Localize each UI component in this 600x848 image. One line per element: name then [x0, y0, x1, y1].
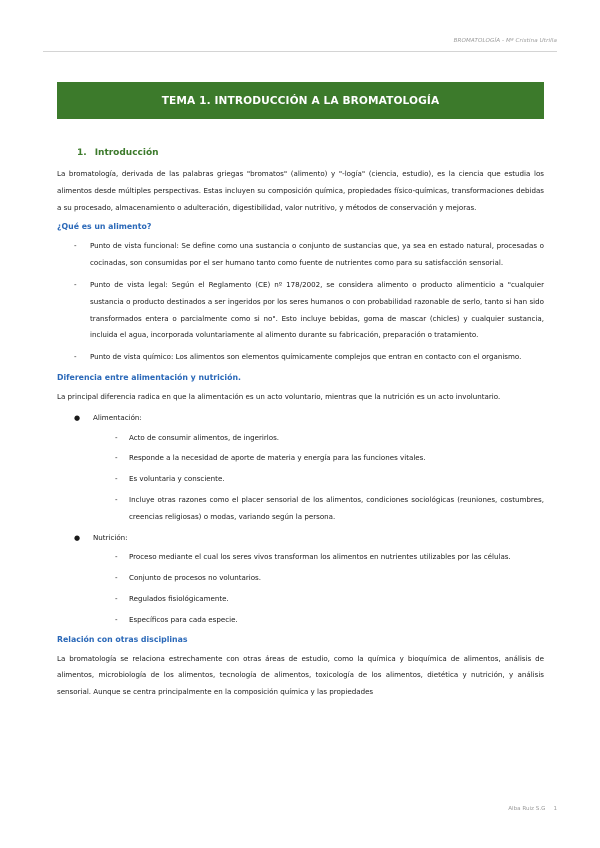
running-header: BROMATOLOGÍA - Mª Cristina Utrilla: [453, 38, 557, 44]
bullet-dot-icon: ●: [74, 533, 81, 542]
bullet-label: Nutrición:: [93, 532, 128, 542]
list-item-text: Punto de vista funcional: Se define como una sustancia o conjunto de sustancias que, ya sea en estado natural, procesadas o cocinadas, son consumidas por el ser humano tanto como fuente de nutrientes como para su satisfacción sensorial.: [90, 241, 544, 268]
document-body: [57, 146, 544, 705]
section-title: Introducción: [94, 148, 159, 158]
list-item: - Responde a la necesidad de aporte de materia y energía para las funciones vitales.: [115, 453, 426, 463]
bullet-nutricion: [57, 530, 544, 629]
footer-author: Alba Ruiz S.G: [508, 806, 546, 812]
section-number: 1.: [77, 148, 87, 158]
list-item: - Proceso mediante el cual los seres vivos transforman los alimentos en nutrientes utilizables por las células.: [115, 552, 511, 562]
header-rule: [43, 51, 557, 52]
section-heading: [77, 146, 544, 160]
subheading-alimento: ¿Qué es un alimento?: [57, 222, 152, 232]
list-item: - Incluye otras razones como el placer sensorial de los alimentos, condiciones sociológicas (reuniones, costumbres, creencias religiosas) o modas, variando según la persona.: [115, 494, 544, 521]
list-item: - Acto de consumir alimentos, de ingerirlos.: [115, 432, 280, 442]
page-footer: [508, 806, 557, 812]
bullet-alimentacion: [57, 410, 544, 526]
subheading-relacion: Relación con otras disciplinas: [57, 634, 188, 644]
list-item-text: Punto de vista químico: Los alimentos son elementos químicamente complejos que entran en contacto con el organismo.: [90, 352, 522, 362]
list-item: - Es voluntaria y consciente.: [115, 474, 225, 484]
list-item-text: Específicos para cada especie.: [129, 614, 238, 624]
list-item-text: Incluye otras razones como el placer sensorial de los alimentos, condiciones sociológicas (reuniones, costumbres, creencias religiosas) o modas, variando según la persona.: [129, 494, 544, 521]
diferencia-paragraph: La principal diferencia radica en que la alimentación es un acto voluntario, mientras que la nutrición es un acto involuntario.: [57, 391, 501, 401]
list-item-text: Es voluntaria y consciente.: [129, 474, 225, 484]
list-item: - Específicos para cada especie.: [115, 614, 238, 624]
intro-paragraph: La bromatología, derivada de las palabras griegas "bromatos" (alimento) y "-logía" (ciencia, estudio), es la ciencia que estudia los alimentos desde múltiples perspectivas. Estas incluyen su composición química, propiedades físico-químicas, transformaciones debidas a su procesado, almacenamiento o adulteración, digestibilidad, valor nutritivo, y métodos de conservación y mejoras.: [57, 169, 544, 212]
title-banner: [57, 82, 544, 119]
list-item-text: Regulados fisiológicamente.: [129, 593, 229, 603]
list-item: - Punto de vista legal: Según el Reglamento (CE) nº 178/2002, se considera alimento o producto alimenticio a "cualquier sustancia o producto destinados a ser ingeridos por los seres humanos o con probabilidad razonable de serlo, tanto si han sido transformados entera o parcialmente como si no". Esto incluye bebidas, goma de mascar (chicles) y cualquier sustancia, incluida el agua, incorporada voluntariamente al alimento durante su fabricación, preparación o tratamiento.: [74, 279, 544, 340]
bullet-label: Alimentación:: [93, 412, 142, 422]
list-item-text: Acto de consumir alimentos, de ingerirlos.: [129, 432, 280, 442]
list-item: - Punto de vista funcional: Se define como una sustancia o conjunto de sustancias que, ya sea en estado natural, procesadas o cocinadas, son consumidas por el ser humano tanto como fuente de nutrientes como para su satisfacción sensorial.: [74, 241, 544, 268]
list-item-text: Responde a la necesidad de aporte de materia y energía para las funciones vitales.: [129, 453, 426, 463]
list-item-text: Conjunto de procesos no voluntarios.: [129, 573, 262, 583]
list-item-text: Proceso mediante el cual los seres vivos transforman los alimentos en nutrientes utilizables por las células.: [129, 552, 511, 562]
nutricion-list: [93, 549, 544, 628]
bullet-dot-icon: ●: [74, 413, 81, 422]
relacion-paragraph: La bromatología se relaciona estrechamente con otras áreas de estudio, como la química y bioquímica de alimentos, análisis de alimentos, microbiología de los alimentos, tecnología de alimentos, toxicología de los alimentos, dietética y nutrición, y análisis sensorial. Aunque se centra principalmente en la composición química y las propiedades: [57, 653, 544, 697]
list-item-text: Punto de vista legal: Según el Reglamento (CE) nº 178/2002, se considera alimento o producto alimenticio a "cualquier sustancia o producto destinados a ser ingeridos por los seres humanos o con probabilidad razonable de serlo, tanto si han sido transformados entera o parcialmente como si no". Esto incluye bebidas, goma de mascar (chicles) y cualquier sustancia, incluida el agua, incorporada voluntariamente al alimento durante su fabricación, preparación o tratamiento.: [90, 279, 544, 340]
list-item: - Conjunto de procesos no voluntarios.: [115, 573, 262, 583]
diferencia-bullets: [57, 410, 544, 629]
alimentacion-list: [93, 430, 544, 526]
page-title: TEMA 1. INTRODUCCIÓN A LA BROMATOLOGÍA: [161, 94, 440, 107]
page-number: 1: [553, 806, 557, 812]
list-item: - Punto de vista químico: Los alimentos son elementos químicamente complejos que entran en contacto con el organismo.: [74, 352, 522, 362]
subheading-diferencia: Diferencia entre alimentación y nutrición.: [57, 372, 241, 382]
alimento-list: [57, 238, 544, 366]
list-item: - Regulados fisiológicamente.: [115, 593, 229, 603]
